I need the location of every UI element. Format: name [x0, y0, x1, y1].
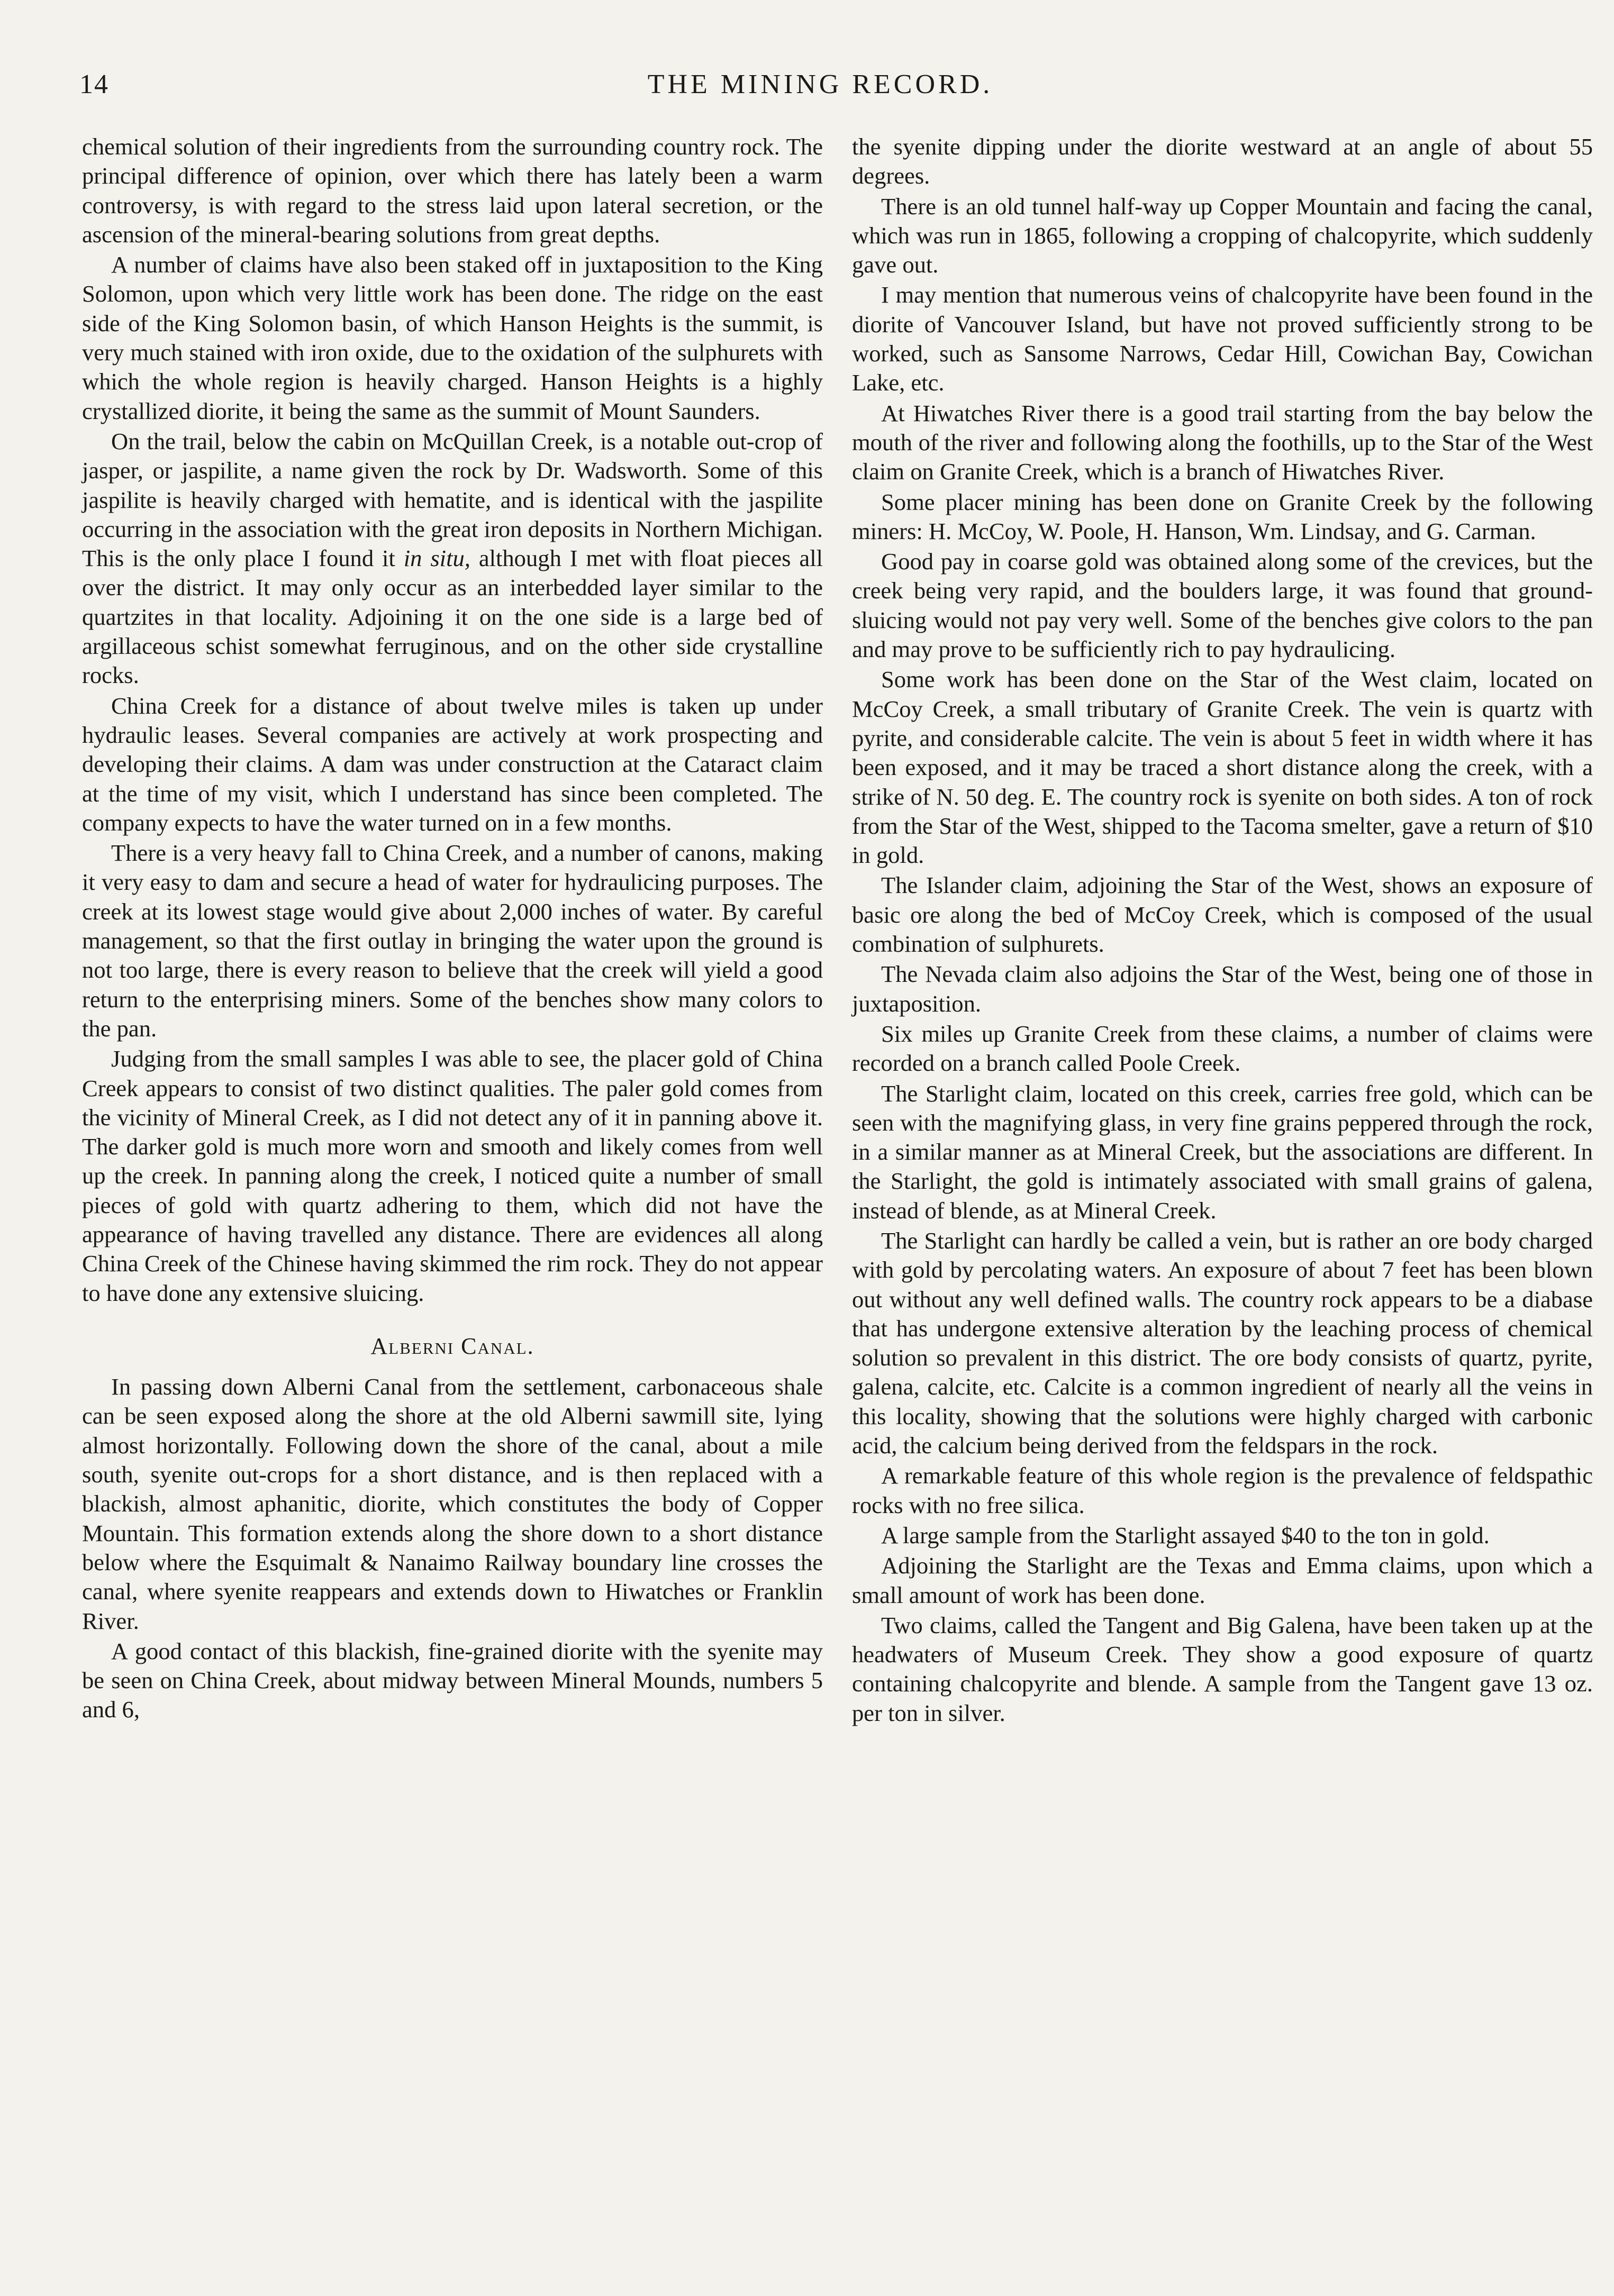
paragraph: A number of claims have also been staked off in juxtaposition to the King Solomon, upon which very little work has been done. The ridge on the east side of the King Solomon basin, of which Hanson Heights is the summit, is very much stained with iron oxide, due to the oxidation of the sulphurets with which the whole region is heavily charged. Hanson Heights is a highly crystallized diorite, it being the same as the summit of Mount Saunders. [82, 251, 823, 424]
paragraph: The Islander claim, adjoining the Star of the West, shows an exposure of basic ore along the bed of McCoy Creek, which is composed of the usual combination of sulphurets. [852, 872, 1593, 958]
paragraph: The Starlight claim, located on this creek, carries free gold, which can be seen with the magnifying glass, in very fine grains peppered through the rock, in a similar manner as at Mineral Creek, but the associations are different. In the Starlight, the gold is intimately associated with small grains of galena, instead of blende, as at Mineral Creek. [852, 1080, 1593, 1224]
paragraph: The Nevada claim also adjoins the Star of the West, being one of those in juxtaposition. [852, 961, 1593, 1017]
paragraph: Good pay in coarse gold was obtained along some of the crevices, but the creek being very rapid, and the boulders large, it was found that ground-sluicing would not pay very well. Some of the benches give colors to the pan and may prove to be sufficiently rich to pay hydraulicing. [852, 548, 1593, 663]
paragraph: A good contact of this blackish, fine-grained diorite with the syenite may be seen on China Creek, about midway between Mineral Mounds, numbers 5 and 6, [82, 1637, 823, 1723]
right-column [852, 132, 1593, 1728]
paragraph: the syenite dipping under the diorite westward at an angle of about 55 degrees. [852, 133, 1593, 189]
paragraph: At Hiwatches River there is a good trail starting from the bay below the mouth of the river and following along the foothills, up to the Star of the West claim on Granite Creek, which is a branch of Hiwatches River. [852, 399, 1593, 485]
paragraph-text: although I met with float pieces all over the district. It may only occur as an interbedded layer similar to the quartzites in that locality. Adjoining it on the one side is a large bed of argillaceous schist somewhat ferruginous, and on the other side crystalline rocks. [82, 545, 823, 689]
paragraph: Some placer mining has been done on Granite Creek by the following miners: H. McCoy, W. Poole, H. Hanson, Wm. Lindsay, and G. Carman. [852, 488, 1593, 544]
paragraph: Adjoining the Starlight are the Texas and Emma claims, upon which a small amount of work has been done. [852, 1552, 1593, 1608]
paragraph: chemical solution of their ingredients from the surrounding country rock. The principal difference of opinion, over which there has lately been a warm controversy, is with regard to the stress laid upon lateral secretion, or the ascension of the mineral-bearing solutions from great depths. [82, 133, 823, 248]
paragraph: I may mention that numerous veins of chalcopyrite have been found in the diorite of Vancouver Island, but have not proved sufficiently strong to be worked, such as Sansome Narrows, Cedar Hill, Cowichan Bay, Cowichan Lake, etc. [852, 281, 1593, 396]
paragraph: In passing down Alberni Canal from the settlement, carbonaceous shale can be seen exposed along the shore at the old Alberni sawmill site, lying almost horizontally. Following down the shore of the canal, about a mile south, syenite out-crops for a short distance, and is then replaced with a blackish, almost aphanitic, diorite, which constitutes the body of Copper Mountain. This formation extends along the shore down to a short distance below where the Esquimalt & Nanaimo Railway boundary line crosses the canal, where syenite reappears and extends down to Hiwatches or Franklin River. [82, 1373, 823, 1634]
paragraph: A remarkable feature of this whole region is the prevalence of feldspathic rocks with no free silica. [852, 1462, 1593, 1518]
paragraph: Judging from the small samples I was able to see, the placer gold of China Creek appears to consist of two distinct qualities. The paler gold comes from the vicinity of Mineral Creek, as I did not detect any of it in panning above it. The darker gold is much more worn and smooth and likely comes from well up the creek. In panning along the creek, I noticed quite a number of small pieces of gold with quartz adhering to them, which did not have the appearance of having travelled any distance. There are evidences all along China Creek of the Chinese having skimmed the rim rock. They do not appear to have done any extensive sluicing. [82, 1045, 823, 1306]
paragraph: China Creek for a distance of about twelve miles is taken up under hydraulic leases. Several companies are actively at work prospecting and developing their claims. A dam was under construction at the Cataract claim at the time of my visit, which I understand has since been completed. The company expects to have the water turned on in a few months. [82, 692, 823, 836]
page-header [79, 69, 1561, 116]
paragraph: The Starlight can hardly be called a vein, but is rather an ore body charged with gold by percolating waters. An exposure of about 7 feet has been blown out without any well defined walls. The country rock appears to be a diabase that has undergone extensive alteration by the leaching process of chemical solution so prevalent in this district. The ore body consists of quartz, pyrite, galena, calcite, etc. Calcite is a common ingredient of nearly all the veins in this locality, showing that the solutions were highly charged with carbonic acid, the calcium being derived from the feldspars in the rock. [852, 1227, 1593, 1459]
paragraph-text: On the trail, below the cabin on McQuillan Creek, is a notable out-crop of jasper, or jaspilite, a name given the rock by Dr. Wadsworth. Some of this jaspilite is heavily charged with hematite, and is identical with the jaspilite occurring in the association with the great iron deposits in Northern Michigan. This is the only place I found it [82, 427, 823, 572]
paragraph: There is a very heavy fall to China Creek, and a number of canons, making it very easy to dam and secure a head of water for hydraulicing purposes. The creek at its lowest stage would give about 2,000 inches of water. By careful management, so that the first outlay in bringing the water upon the ground is not too large, there is every reason to believe that the creek will yield a good return to the enterprising miners. Some of the benches show many colors to the pan. [82, 840, 823, 1042]
paragraph: There is an old tunnel half-way up Copper Mountain and facing the canal, which was run in 1865, following a cropping of chalcopyrite, which suddenly gave out. [852, 193, 1593, 278]
page-number: 14 [79, 69, 109, 99]
paragraph: Some work has been done on the Star of the West claim, located on McCoy Creek, a small tributary of Granite Creek. The vein is quartz with pyrite, and considerable calcite. The vein is about 5 feet in width where it has been exposed, and it may be traced a short distance along the creek, with a strike of N. 50 deg. E. The country rock is syenite on both sides. A ton of rock from the Star of the West, shipped to the Tacoma smelter, gave a return of $10 in gold. [852, 666, 1593, 869]
italic-phrase: in situ, [403, 545, 470, 572]
running-title: THE MINING RECORD. [647, 69, 993, 99]
paragraph: A large sample from the Starlight assayed $40 to the ton in gold. [881, 1521, 1490, 1548]
paragraph: Six miles up Granite Creek from these claims, a number of claims were recorded on a branch called Poole Creek. [852, 1020, 1593, 1077]
left-column [82, 132, 823, 1725]
section-heading: Alberni Canal. [370, 1333, 534, 1359]
paragraph [82, 427, 823, 690]
paragraph: Two claims, called the Tangent and Big Galena, have been taken up at the headwaters of Museum Creek. They show a good exposure of quartz containing chalcopyrite and blende. A sample from the Tangent gave 13 oz. per ton in silver. [852, 1611, 1593, 1726]
